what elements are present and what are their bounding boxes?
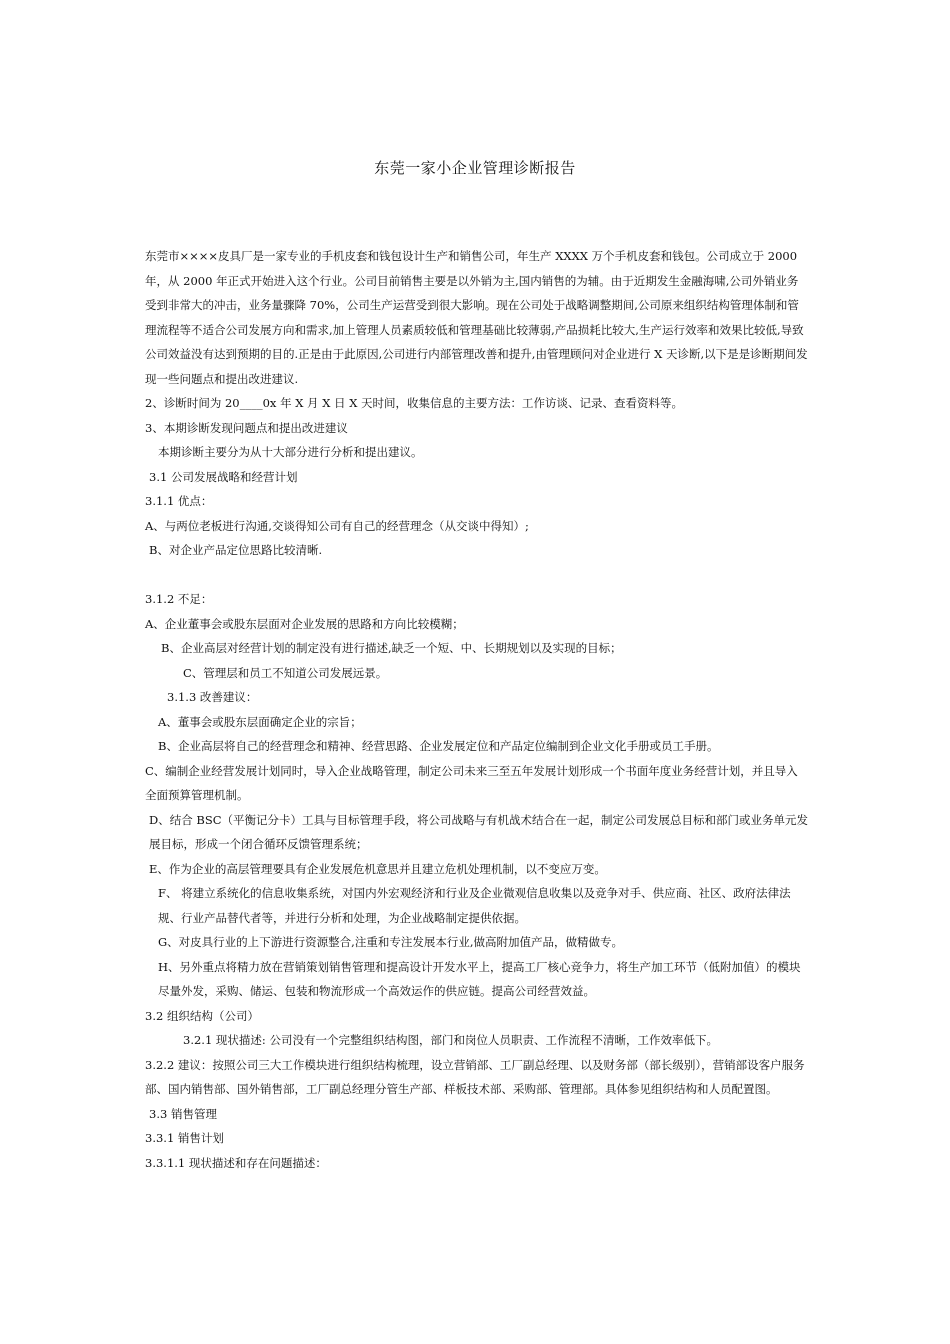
item-3-1-3-f: F、 将建立系统化的信息收集系统，对国内外宏观经济和行业及企业微观信息收集以及竞争对手、供应商、社区、政府法律法规、行业产品替代者等，并进行分析和处理，为企业战略制定提供依据。	[158, 886, 791, 925]
heading-3-1-1: 3.1.1 优点：	[145, 494, 213, 508]
item-3-1-3-d: D、结合 BSC（平衡记分卡）工具与目标管理手段，将公司战略与有机战术结合在一起，制定公司发展总目标和部门或业务单元发展目标，形成一个闭合循环反馈管理系统；	[149, 812, 808, 851]
item-3-1-2-c: C、管理层和员工不知道公司发展远景。	[183, 665, 388, 680]
paragraph-findings-heading: 3、本期诊断发现问题点和提出改进建议	[145, 420, 348, 435]
item-3-1-3-e: E、作为企业的高层管理要具有企业发展危机意思并且建立危机处理机制，以不变应万变。	[149, 861, 606, 876]
item-3-1-1-b: B、对企业产品定位思路比较清晰.	[149, 543, 323, 557]
heading-3-3-1-1: 3.3.1.1 现状描述和存在问题描述：	[145, 1155, 327, 1170]
heading-3-1-2: 3.1.2 不足：	[145, 592, 213, 606]
intro-paragraph: 东莞市××××皮具厂是一家专业的手机皮套和钱包设计生产和销售公司，年生产 XXXX 万个手机皮套和钱包。公司成立于 2000 年，从 2000 年正式开始进入这个行业。公司目前销售主要是以外销为主,国内销售的为辅。由于近期发生金融海啸,公司外销业务受到非常大的冲击，业务量骤降 70%，公司生产运营受到很大影响。现在公司处于战略调整期间,公司原来组织结构管理体制和管理流程等不适合公司发展方向和需求,加上管理人员素质较低和管理基础比较薄弱,产品损耗比较大,生产运行效率和效果比较低,导致公司效益没有达到预期的目的.正是由于此原因,公司进行内部管理改善和提升,由管理顾问对企业进行 X 天诊断,以下是是诊断期间发现一些问题点和提出改进建议.	[145, 249, 808, 386]
heading-3-1-3: 3.1.3 改善建议：	[167, 690, 258, 704]
item-3-2-1: 3.2.1 现状描述: 公司没有一个完整组织结构图，部门和岗位人员职责、工作流程不清晰，工作效率低下。	[183, 1033, 718, 1047]
document-body	[145, 244, 809, 1175]
item-3-1-3-h: H、另外重点将精力放在营销策划销售管理和提高设计开发水平上，提高工厂核心竞争力，将生产加工环节（低附加值）的模块尽量外发，采购、储运、包装和物流形成一个高效运作的供应链。提高公司经营效益。	[158, 959, 801, 998]
item-3-1-3-c: C、编制企业经营发展计划同时，导入企业战略管理，制定公司未来三至五年发展计划形成一个书面年度业务经营计划，并且导入全面预算管理机制。	[145, 763, 798, 802]
paragraph-findings-intro: 本期诊断主要分为从十大部分进行分析和提出建议。	[158, 445, 423, 459]
paragraph-diagnosis-time: 2、诊断时间为 20____0x 年 X 月 X 日 X 天时间，收集信息的主要方法：工作访谈、记录、查看资料等。	[145, 396, 684, 410]
item-3-1-2-a: A、企业董事会或股东层面对企业发展的思路和方向比较模糊；	[145, 616, 464, 631]
item-3-1-3-g: G、对皮具行业的上下游进行资源整合,注重和专注发展本行业,做高附加值产品，做精做专。	[158, 935, 623, 949]
item-3-1-3-a: A、董事会或股东层面确定企业的宗旨；	[158, 714, 362, 729]
heading-3-2: 3.2 组织结构（公司）	[145, 1008, 259, 1023]
document-title: 东莞一家小企业管理诊断报告	[374, 159, 576, 177]
item-3-1-3-b: B、企业高层将自己的经营理念和精神、经营思路、企业发展定位和产品定位编制到企业文化手册或员工手册。	[158, 739, 719, 753]
item-3-1-1-a: A、与两位老板进行沟通,交谈得知公司有自己的经营理念（从交谈中得知）;	[145, 518, 529, 533]
item-3-1-2-b: B、企业高层对经营计划的制定没有进行描述,缺乏一个短、中、长期规划以及实现的目标；	[161, 641, 622, 655]
blank-line	[145, 563, 809, 588]
heading-3-3-1: 3.3.1 销售计划	[145, 1131, 224, 1145]
heading-3-1: 3.1 公司发展战略和经营计划	[149, 469, 298, 484]
heading-3-3: 3.3 销售管理	[149, 1106, 217, 1121]
item-3-2-2: 3.2.2 建议：按照公司三大工作模块进行组织结构梳理，设立营销部、工厂副总经理、以及财务部（部长级别），营销部设客户服务部、国内销售部、国外销售部，工厂副总经理分管生产部、样板技术部、采购部、管理部。具体参见组织结构和人员配置图。	[145, 1057, 805, 1096]
